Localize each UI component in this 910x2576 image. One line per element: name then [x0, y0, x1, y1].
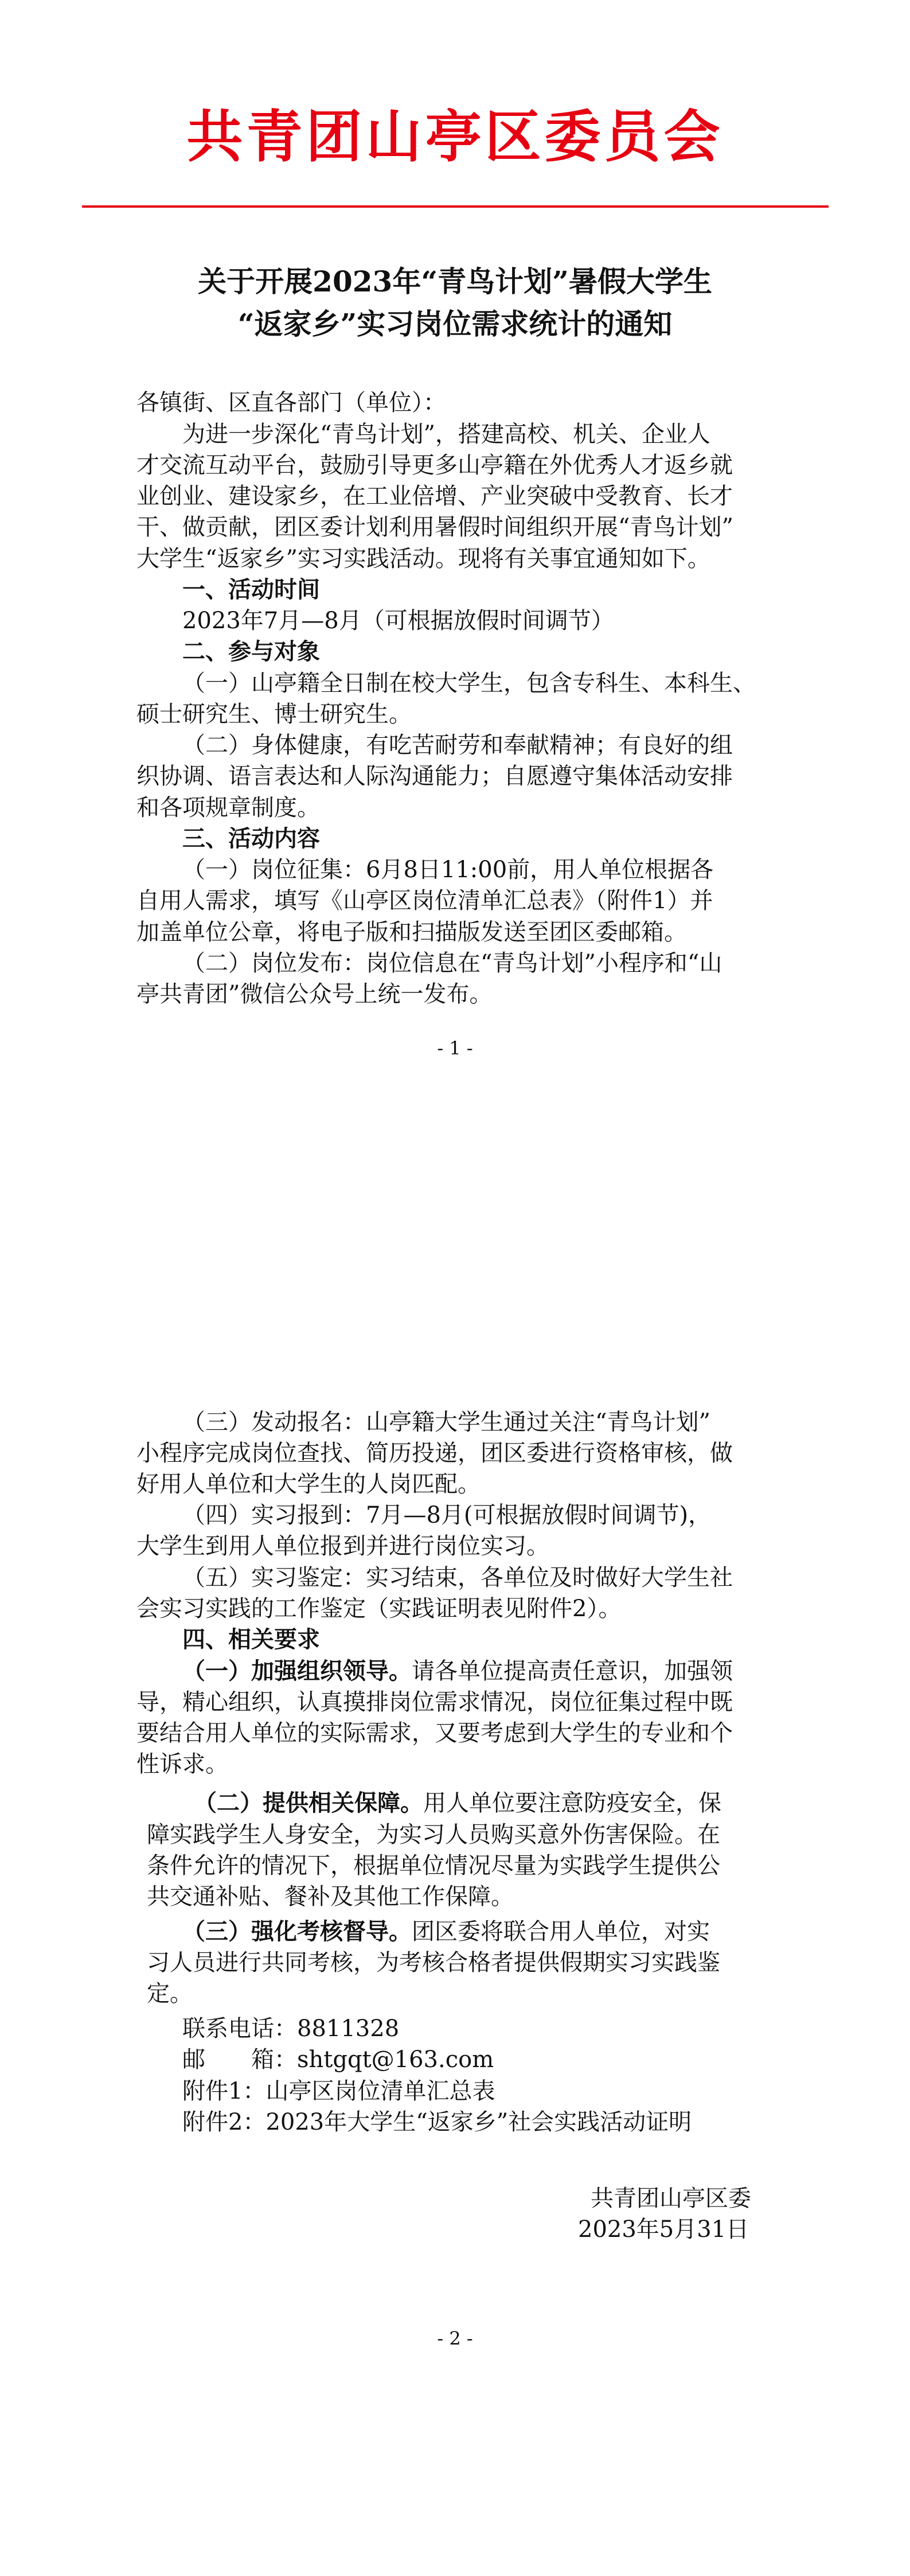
- requirement-lead: （三）强化考核督导。: [182, 1918, 412, 1945]
- page-number: - 1 -: [437, 1037, 473, 1059]
- requirement-line: 导，精心组织，认真摸排岗位需求情况，岗位征集过程中既: [136, 1689, 733, 1715]
- requirement-lead: （一）加强组织领导。: [182, 1657, 412, 1684]
- target-line: （一）山亭籍全日制在校大学生，包含专科生、本科生、: [182, 670, 756, 696]
- requirement-line: [182, 1918, 710, 1945]
- attachment-1: 附件1：山亭区岗位清单汇总表: [182, 2078, 495, 2104]
- red-divider-line: [82, 205, 829, 208]
- issuing-organization-header: 共青团山亭区委员会: [186, 104, 724, 170]
- content-line: 会实习实践的工作鉴定（实践证明表见附件2）。: [136, 1596, 622, 1622]
- section-heading-requirements: 四、相关要求: [182, 1626, 320, 1653]
- content-line: （五）实习鉴定：实习结束，各单位及时做好大学生社: [182, 1565, 733, 1591]
- salutation: 各镇街、区直各部门（单位）：: [136, 390, 446, 416]
- target-line: （二）身体健康，有吃苦耐劳和奉献精神；有良好的组: [182, 732, 733, 758]
- requirement-line: 条件允许的情况下，根据单位情况尽量为实践学生提供公: [147, 1853, 720, 1879]
- notice-title-line-2: “返家乡”实习岗位需求统计的通知: [237, 307, 673, 341]
- requirement-line: [182, 1657, 733, 1685]
- requirement-text: 团区委将联合用人单位，对实: [412, 1919, 710, 1945]
- requirement-line: 障实践学生人身安全，为实习人员购买意外伤害保险。在: [147, 1822, 720, 1848]
- content-line: 大学生到用人单位报到并进行岗位实习。: [136, 1533, 549, 1559]
- requirement-line: 习人员进行共同考核，为考核合格者提供假期实习实践鉴: [147, 1949, 720, 1976]
- signature-date: 2023年5月31日: [578, 2216, 749, 2243]
- attachment-2: 附件2：2023年大学生“返家乡”社会实践活动证明: [182, 2109, 692, 2135]
- section-heading-target: 二、参与对象: [182, 638, 320, 665]
- intro-line: 才交流互动平台，鼓励引导更多山亭籍在外优秀人才返乡就: [136, 452, 733, 478]
- content-line: （三）发动报名：山亭籍大学生通过关注“青鸟计划”: [182, 1409, 710, 1435]
- content-line: 加盖单位公章，将电子版和扫描版发送至团区委邮箱。: [136, 919, 687, 945]
- page-2: [0, 1288, 910, 2576]
- requirement-line: 性诉求。: [136, 1751, 228, 1777]
- requirement-line: 共交通补贴、餐补及其他工作保障。: [147, 1884, 514, 1910]
- contact-phone: 联系电话：8811328: [182, 2015, 400, 2042]
- email-label: 邮 箱：: [182, 2046, 297, 2073]
- content-line: （一）岗位征集：6月8日11:00前，用人单位根据各: [182, 857, 714, 883]
- page-number: - 2 -: [437, 2328, 473, 2349]
- content-line: 自用人需求，填写《山亭区岗位清单汇总表》（附件1）并: [136, 888, 713, 914]
- target-line: 和各项规章制度。: [136, 795, 320, 821]
- content-line: 小程序完成岗位查找、简历投递，团区委进行资格审核，做: [136, 1440, 733, 1466]
- requirement-line: 定。: [147, 1980, 193, 2007]
- contact-email-row: [182, 2046, 494, 2073]
- requirement-lead: （二）提供相关保障。: [194, 1789, 423, 1816]
- content-line: 好用人单位和大学生的人岗匹配。: [136, 1471, 481, 1497]
- section-heading-content: 三、活动内容: [182, 825, 320, 852]
- activity-time: 2023年7月—8月（可根据放假时间调节）: [182, 608, 614, 634]
- intro-line: 干、做贡献，团区委计划利用暑假时间组织开展“青鸟计划”: [136, 514, 733, 540]
- requirement-text: 用人单位要注意防疫安全，保: [423, 1790, 721, 1816]
- email-address: shtgqt@163.com: [297, 2046, 494, 2073]
- requirement-line: [194, 1789, 721, 1817]
- intro-line: 业创业、建设家乡，在工业倍增、产业突破中受教育、长才: [136, 483, 733, 509]
- target-line: 织协调、语言表达和人际沟通能力；自愿遵守集体活动安排: [136, 763, 733, 789]
- content-line: 亭共青团”微信公众号上统一发布。: [136, 981, 493, 1007]
- requirement-line: 要结合用人单位的实际需求，又要考虑到大学生的专业和个: [136, 1720, 733, 1746]
- content-line: （四）实习报到：7月—8月(可根据放假时间调节)，: [182, 1502, 712, 1528]
- section-heading-time: 一、活动时间: [182, 576, 320, 603]
- notice-title-line-1: 关于开展2023年“青鸟计划”暑假大学生: [198, 264, 712, 298]
- target-line: 硕士研究生、博士研究生。: [136, 701, 412, 727]
- intro-line: 为进一步深化“青鸟计划”，搭建高校、机关、企业人: [182, 421, 710, 448]
- requirement-text: 请各单位提高责任意识，加强领: [412, 1658, 733, 1684]
- content-line: （二）岗位发布：岗位信息在“青鸟计划”小程序和“山: [182, 950, 722, 976]
- intro-line: 大学生“返家乡”实习实践活动。现将有关事宜通知如下。: [136, 546, 710, 572]
- signature-organization: 共青团山亭区委: [591, 2185, 751, 2212]
